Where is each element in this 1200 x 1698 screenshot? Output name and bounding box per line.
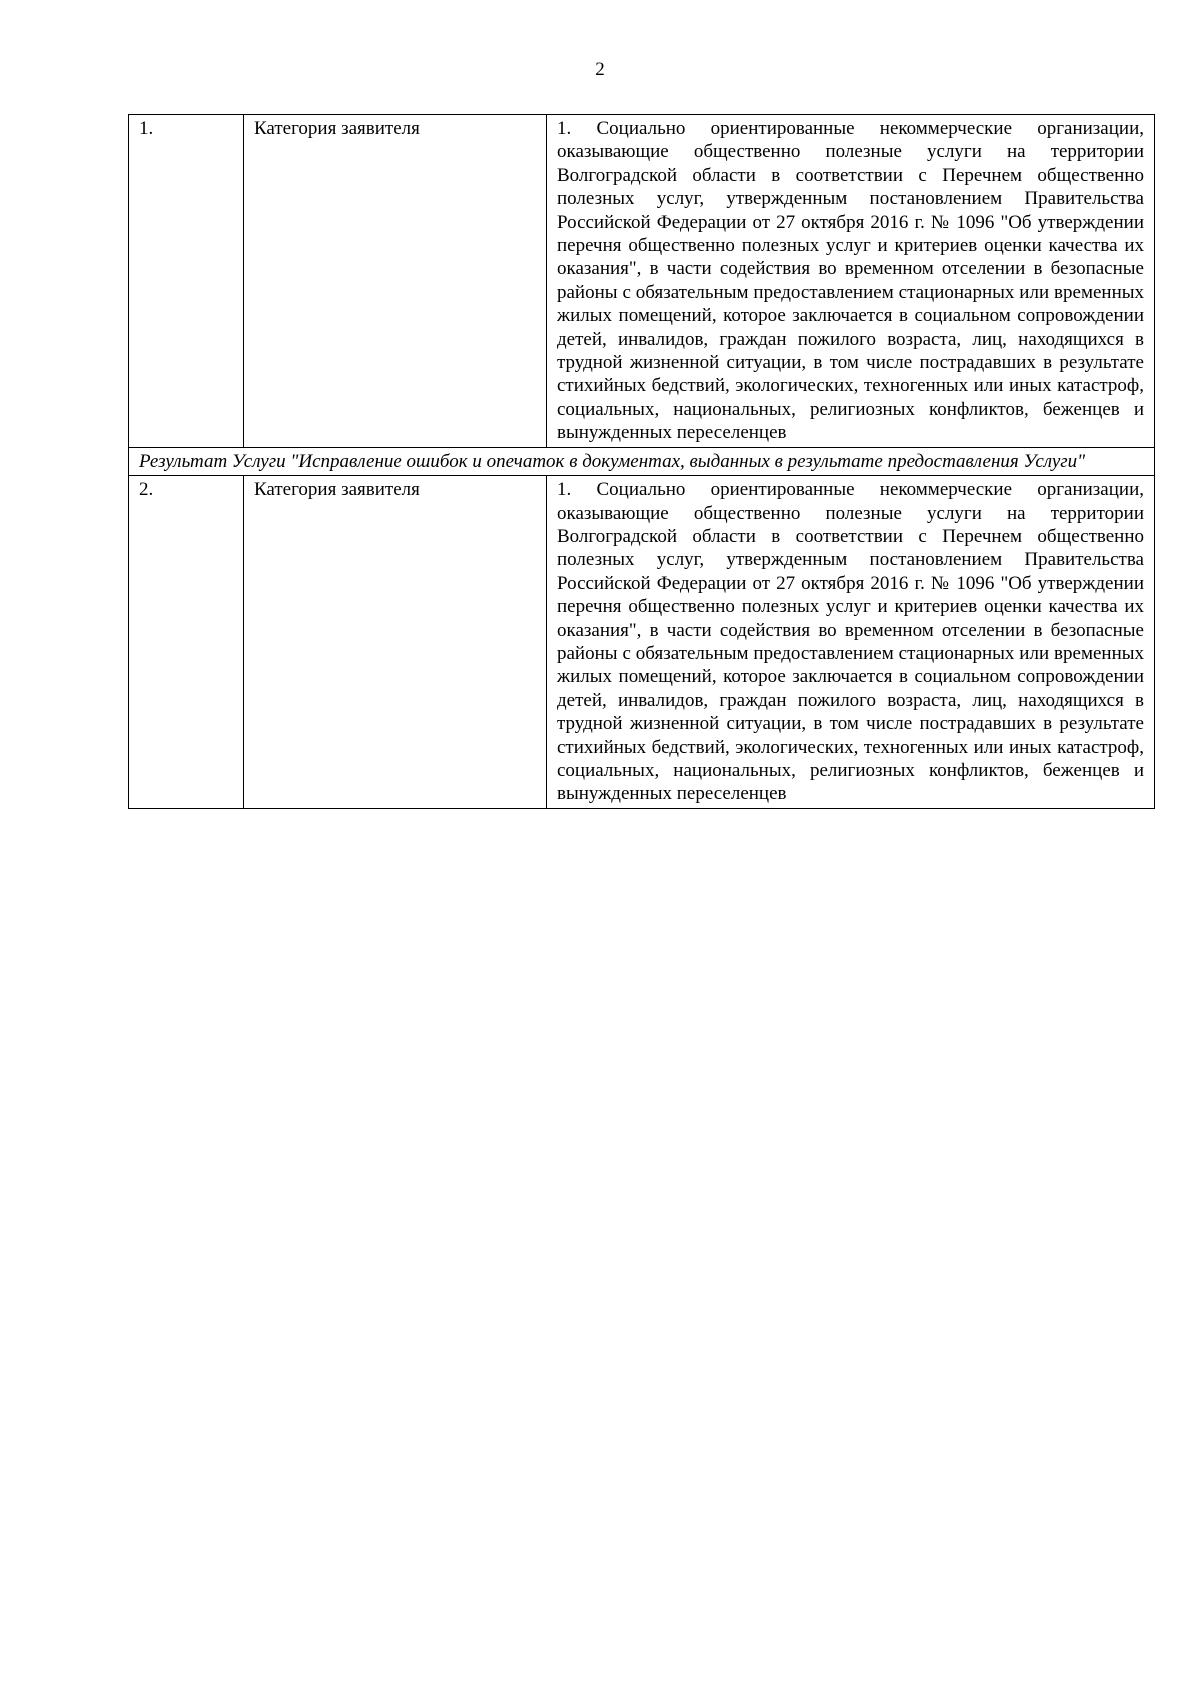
row-number: 1. (129, 115, 244, 448)
row-description: 1. Социально ориентированные некоммерческие организации, оказывающие общественно полезные услуги на территории Волгоградской области в соответствии с Перечнем общественно полезных услуг, утвержденным постановлением Правительства Российской Федерации от 27 октября 2016 г. № 1096 "Об утверждении перечня общественно полезных услуг и критериев оценки качества их оказания", в части содействия во временном отселении в безопасные районы с обязательным предоставлением стационарных или временных жилых помещений, которое заключается в социальном сопровождении детей, инвалидов, граждан пожилого возраста, лиц, находящихся в трудной жизненной ситуации, в том числе пострадавших в результате стихийных бедствий, экологических, техногенных или иных катастроф, социальных, национальных, религиозных конфликтов, беженцев и вынужденных переселенцев (547, 476, 1155, 809)
row-name: Категория заявителя (244, 115, 547, 448)
section-heading-row (129, 447, 1155, 475)
document-table (128, 114, 1155, 809)
page-number: 2 (595, 59, 605, 80)
section-heading: Результат Услуги "Исправление ошибок и опечаток в документах, выданных в результате предоставления Услуги" (129, 447, 1155, 475)
table-row (129, 115, 1155, 448)
table-row (129, 476, 1155, 809)
row-number: 2. (129, 476, 244, 809)
row-name: Категория заявителя (244, 476, 547, 809)
row-description: 1. Социально ориентированные некоммерческие организации, оказывающие общественно полезные услуги на территории Волгоградской области в соответствии с Перечнем общественно полезных услуг, утвержденным постановлением Правительства Российской Федерации от 27 октября 2016 г. № 1096 "Об утверждении перечня общественно полезных услуг и критериев оценки качества их оказания", в части содействия во временном отселении в безопасные районы с обязательным предоставлением стационарных или временных жилых помещений, которое заключается в социальном сопровождении детей, инвалидов, граждан пожилого возраста, лиц, находящихся в трудной жизненной ситуации, в том числе пострадавших в результате стихийных бедствий, экологических, техногенных или иных катастроф, социальных, национальных, религиозных конфликтов, беженцев и вынужденных переселенцев (547, 115, 1155, 448)
